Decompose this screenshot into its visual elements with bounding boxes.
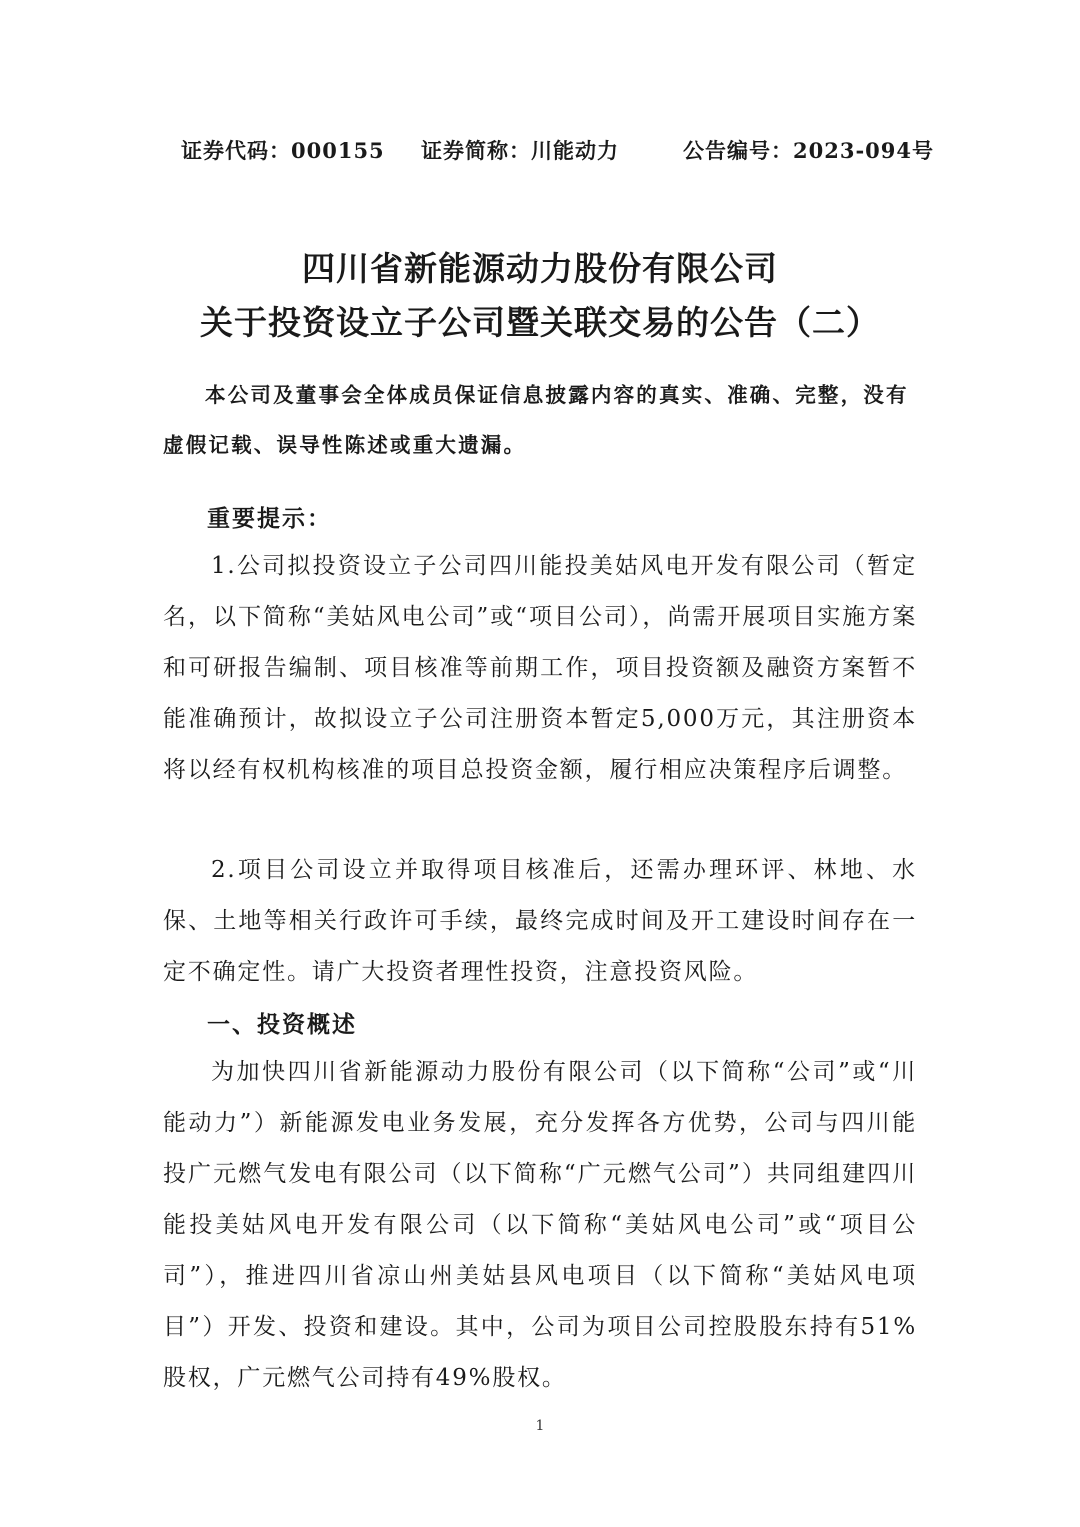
section-1-heading: 一、投资概述 [207, 1011, 357, 1038]
securities-abbreviation: 证券简称：川能动力 [421, 138, 619, 163]
section-1-paragraph: 为加快四川省新能源动力股份有限公司（以下简称“公司”或“川能动力”）新能源发电业务发展，充分发挥各方优势，公司与四川能投广元燃气发电有限公司（以下简称“广元燃气公司”）共同组建四川能投美姑风电开发有限公司（以下简称“美姑风电公司”或“项目公司”），推进四川省凉山州美姑县风电项目（以下简称“美姑风电项目”）开发、投资和建设。其中，公司为项目公司控股股东持有51%股权，广元燃气公司持有49%股权。 [163, 1059, 917, 1391]
securities-code: 证券代码：000155 [181, 138, 385, 163]
notice-item-2: 2.项目公司设立并取得项目核准后，还需办理环评、林地、水保、土地等相关行政许可手续，最终完成时间及开工建设时间存在一定不确定性。请广大投资者理性投资，注意投资风险。 [163, 857, 917, 985]
notice-item-1: 1.公司拟投资设立子公司四川能投美姑风电开发有限公司（暂定名，以下简称“美姑风电公司”或“项目公司），尚需开展项目实施方案和可研报告编制、项目核准等前期工作，项目投资额及融资方案暂不能准确预计，故拟设立子公司注册资本暂定5,000万元，其注册资本将以经有权机构核准的项目总投资金额，履行相应决策程序后调整。 [163, 553, 917, 783]
announcement-header [163, 135, 934, 169]
document-title-line-1: 四川省新能源动力股份有限公司 [302, 249, 778, 288]
board-statement: 本公司及董事会全体成员保证信息披露内容的真实、准确、完整，没有虚假记载、误导性陈述或重大遗漏。 [163, 383, 909, 457]
document-title-line-2: 关于投资设立子公司暨关联交易的公告（二） [200, 303, 880, 342]
page-number: 1 [535, 1418, 545, 1434]
announcement-number: 公告编号：2023-094号 [683, 138, 934, 163]
important-notice-heading: 重要提示： [207, 505, 332, 532]
